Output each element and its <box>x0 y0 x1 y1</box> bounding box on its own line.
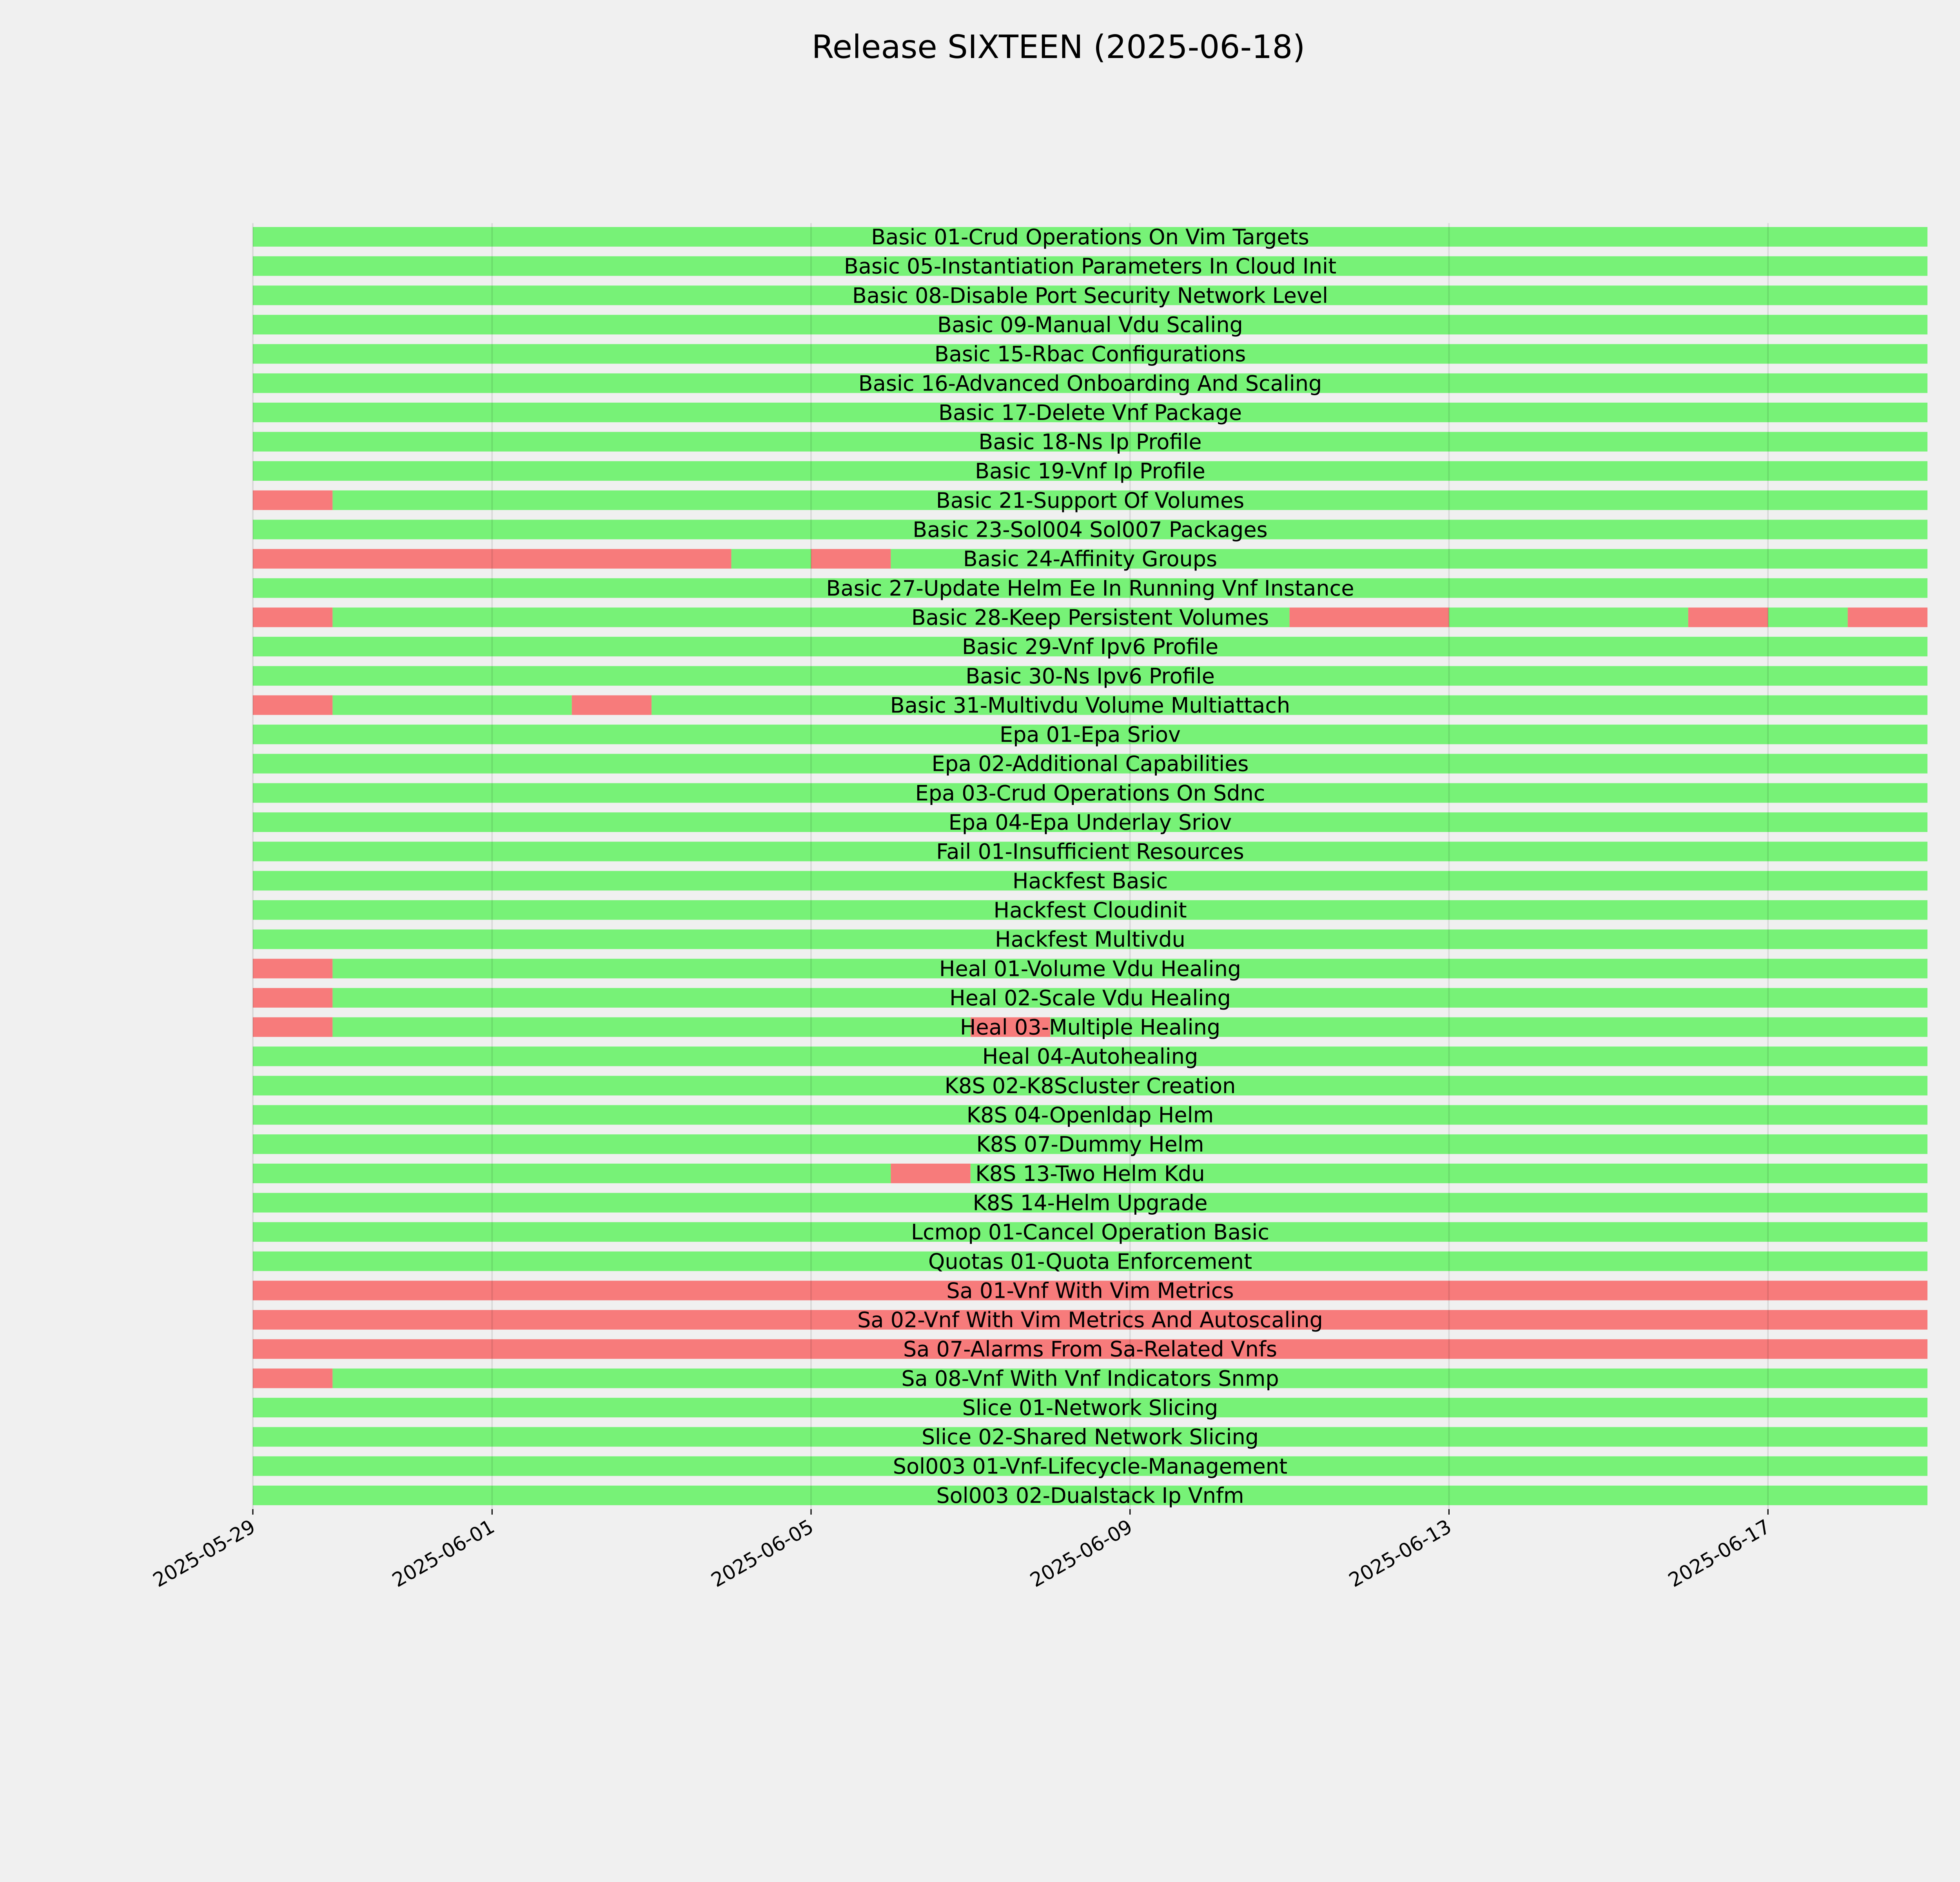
bar-label: Slice 01-Network Slicing <box>962 1395 1218 1420</box>
bar-segment-fail <box>253 959 332 978</box>
bar-segment-fail <box>811 549 891 569</box>
bar-label: Basic 05-Instantiation Parameters In Cloud Init <box>844 254 1337 279</box>
bar-label: Sa 02-Vnf With Vim Metrics And Autoscaling <box>857 1308 1323 1333</box>
bar-segment-pass <box>253 1164 891 1183</box>
x-tick-label: 2025-06-05 <box>707 1515 817 1592</box>
bar-label: Hackfest Basic <box>1012 868 1168 894</box>
bar-label: Epa 03-Crud Operations On Sdnc <box>915 781 1265 806</box>
bar-label: Hackfest Multivdu <box>995 927 1185 952</box>
bar-segment-fail <box>1688 608 1768 627</box>
bar-segment-pass <box>731 549 811 569</box>
bar-label: Basic 27-Update Helm Ee In Running Vnf Instance <box>826 576 1354 601</box>
bar-label: Basic 31-Multivdu Volume Multiattach <box>890 693 1290 718</box>
bar-segment-fail <box>572 695 652 715</box>
bar-label: Epa 04-Epa Underlay Sriov <box>948 810 1232 835</box>
bar-segment-fail <box>253 1017 332 1037</box>
bar-label: Basic 28-Keep Persistent Volumes <box>911 605 1269 630</box>
chart-title: Release SIXTEEN (2025-06-18) <box>811 29 1305 66</box>
x-tick-label: 2025-05-29 <box>149 1515 259 1592</box>
bar-segment-pass <box>332 695 572 715</box>
bar-label: Slice 02-Shared Network Slicing <box>922 1424 1259 1450</box>
bar-label: Quotas 01-Quota Enforcement <box>928 1249 1252 1274</box>
x-tick-label: 2025-06-01 <box>388 1515 499 1592</box>
bar-segment-fail <box>1290 608 1449 627</box>
bar-label: Basic 24-Affinity Groups <box>963 547 1218 572</box>
bar-label: Sa 07-Alarms From Sa-Related Vnfs <box>903 1337 1278 1362</box>
bar-label: Hackfest Cloudinit <box>993 897 1187 923</box>
bar-label: K8S 02-K8Scluster Creation <box>944 1073 1236 1098</box>
x-tick-label: 2025-06-09 <box>1026 1515 1136 1592</box>
bar-segment-fail <box>253 695 332 715</box>
bar-label: Basic 21-Support Of Volumes <box>936 488 1245 513</box>
bar-label: K8S 14-Helm Upgrade <box>973 1190 1208 1215</box>
bar-label: K8S 13-Two Helm Kdu <box>975 1161 1205 1186</box>
x-tick-label: 2025-06-13 <box>1345 1515 1455 1592</box>
bar-segment-pass <box>1768 608 1847 627</box>
bar-segment-fail <box>253 490 332 510</box>
bar-label: K8S 07-Dummy Helm <box>976 1132 1204 1157</box>
bar-label: Basic 01-Crud Operations On Vim Targets <box>871 225 1309 249</box>
bar-label: Basic 19-Vnf Ip Profile <box>975 459 1205 484</box>
bar-segment-fail <box>1848 608 1927 627</box>
bar-label: Basic 30-Ns Ipv6 Profile <box>965 663 1215 688</box>
bar-segment-pass <box>332 1017 970 1037</box>
bar-segment-fail <box>891 1164 970 1183</box>
bar-label: K8S 04-Openldap Helm <box>966 1103 1214 1128</box>
bar-label: Heal 04-Autohealing <box>982 1044 1198 1069</box>
bar-segment-fail <box>253 988 332 1008</box>
bar-label: Basic 08-Disable Port Security Network Level <box>852 283 1328 308</box>
bar-label: Sa 08-Vnf With Vnf Indicators Snmp <box>901 1366 1279 1391</box>
bar-label: Sa 01-Vnf With Vim Metrics <box>946 1278 1234 1303</box>
bar-label: Basic 23-Sol004 Sol007 Packages <box>913 517 1268 542</box>
bar-label: Lcmop 01-Cancel Operation Basic <box>911 1220 1270 1245</box>
x-tick-label: 2025-06-17 <box>1664 1515 1775 1592</box>
bar-label: Sol003 01-Vnf-Lifecycle-Management <box>893 1454 1288 1479</box>
bar-label: Heal 03-Multiple Healing <box>960 1015 1221 1040</box>
bar-label: Basic 17-Delete Vnf Package <box>938 400 1242 425</box>
bar-label: Basic 15-Rbac Configurations <box>934 342 1246 367</box>
bar-label: Fail 01-Insufficient Resources <box>936 839 1244 864</box>
bar-segment-fail <box>253 1368 332 1388</box>
bar-label: Sol003 02-Dualstack Ip Vnfm <box>936 1483 1244 1508</box>
bar-label: Basic 16-Advanced Onboarding And Scaling <box>858 371 1322 396</box>
bar-label: Epa 01-Epa Sriov <box>1000 722 1181 747</box>
bar-label: Basic 09-Manual Vdu Scaling <box>937 312 1243 337</box>
bar-label: Basic 29-Vnf Ipv6 Profile <box>962 634 1219 659</box>
bar-label: Heal 02-Scale Vdu Healing <box>949 985 1231 1010</box>
bar-label: Heal 01-Volume Vdu Healing <box>939 956 1241 981</box>
bar-label: Epa 02-Additional Capabilities <box>931 751 1249 776</box>
bar-label: Basic 18-Ns Ip Profile <box>978 429 1202 454</box>
bar-segment-pass <box>1449 608 1688 627</box>
bar-segment-fail <box>253 608 332 627</box>
